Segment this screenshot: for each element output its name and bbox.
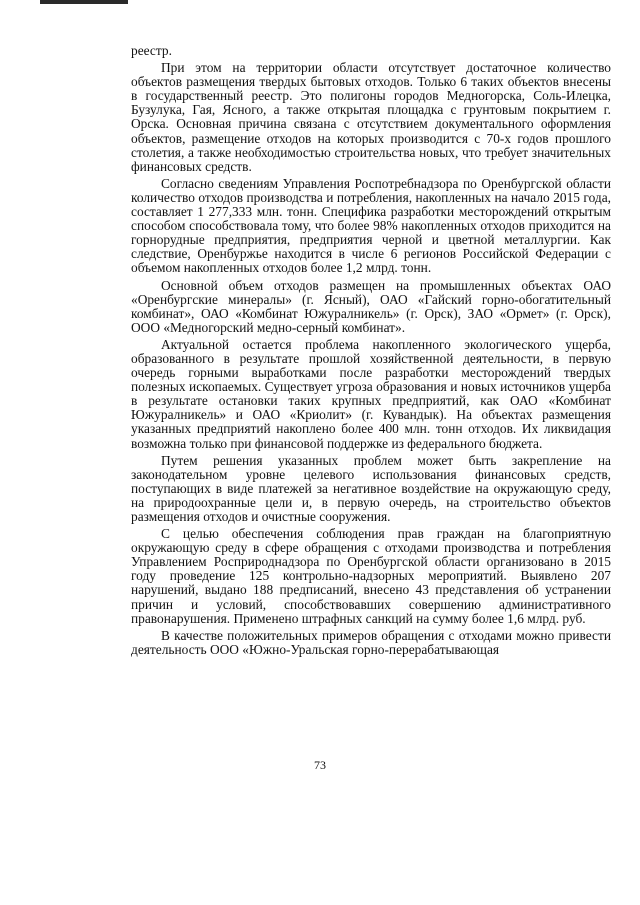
paragraph-continuation: реестр.	[131, 43, 172, 58]
page-number: 73	[314, 758, 326, 772]
paragraph-ecological-damage: Актуальной остается проблема накопленного экологического ущерба, образованного в результате прошлой хозяйственной деятельности, в первую очередь горными выработками после разработки месторождений твердых полезных ископаемых. Существует угроза образования и новых источников ущерба в результате остановки таких крупных предприятий, как ОАО «Комбинат Южуралникель» и ОАО «Криолит» (г. Кувандык). На объектах размещения указанных предприятий накоплено более 400 млн. тонн отходов. Их ликвидация возможна только при финансовой поддержке из федерального бюджета.	[131, 336, 611, 451]
paragraph-industrial-objects: Основной объем отходов размещен на промышленных объектах ОАО «Оренбургские минералы» (г. Ясный), ОАО «Гайский горно-обогатительный комбинат», ОАО «Комбинат Южуралникель» (г. Орск), ЗАО «Ормет» (г. Орск), ООО «Медногорский медно-серный комбинат».	[131, 277, 611, 335]
paragraph-solutions: Путем решения указанных проблем может быть закрепление на законодательном уровне целевого использования финансовых средств, поступающих в виде платежей за негативное воздействие на окружающую среду, на природоохранные цели и, в первую очередь, на строительство объектов размещения отходов и очистные сооружения.	[131, 452, 611, 524]
paragraph-landfill-objects: При этом на территории области отсутствует достаточное количество объектов размещения твердых бытовых отходов. Только 6 таких объектов внесены в государственный реестр. Это полигоны городов Медногорска, Соль-Илецка, Бузулука, Гая, Ясного, а также открытая площадка с грунтовым покрытием г. Орска. Основная причина связана с отсутствием документального оформления объектов, размещение отходов на которых производится с 70-х годов прошлого столетия, а также необходимостью строительства новых, что требует значительных финансовых средств.	[131, 60, 611, 174]
document-body	[131, 44, 611, 660]
scan-edge-mark	[40, 0, 128, 4]
paragraph-waste-volume: Согласно сведениям Управления Роспотребнадзора по Оренбургской области количество отходов производства и потребления, накопленных на начало 2015 года, составляет 1 277,333 млн. тонн. Специфика разработки месторождений открытым способом способствовала тому, что более 98% накопленных отходов приходится на горнорудные предприятия, предприятия черной и цветной металлургии. Как следствие, Оренбуржье находится в числе 6 регионов Российской Федерации с объемом накопленных отходов более 1,2 млрд. тонн.	[131, 175, 611, 276]
paragraph-positive-examples: В качестве положительных примеров обращения с отходами можно привести деятельность ООО «Южно-Уральская горно-перерабатывающая	[131, 627, 611, 657]
paragraph-inspections: С целью обеспечения соблюдения прав граждан на благоприятную окружающую среду в сфере обращения с отходами производства и потребления Управлением Росприроднадзора по Оренбургской области организовано в 2015 году проведение 125 контрольно-надзорных мероприятий. Выявлено 207 нарушений, выдано 188 предписаний, внесено 43 представления об устранении причин и условий, способствовавших совершению административного правонарушения. Применено штрафных санкций на сумму более 1,6 млрд. руб.	[131, 526, 611, 626]
